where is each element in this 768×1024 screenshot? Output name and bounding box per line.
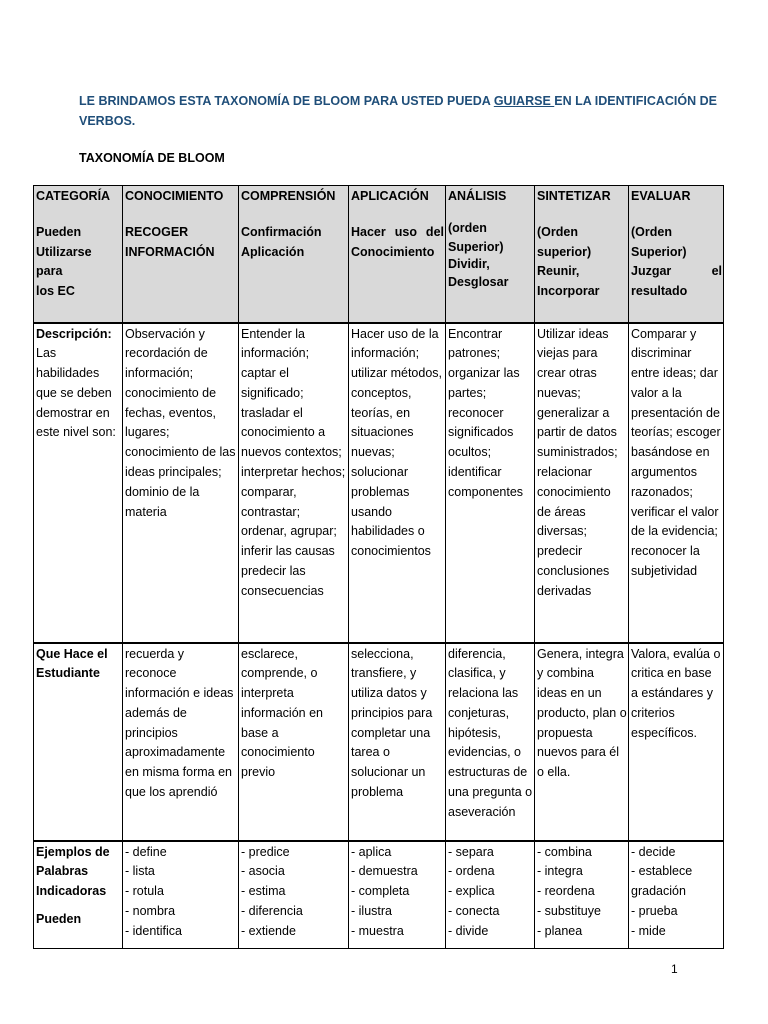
header-categoria-title: CATEGORÍA	[36, 189, 111, 203]
verb-item: - rotula	[125, 884, 164, 899]
header-evaluar-line: resultado	[631, 284, 688, 299]
ejemplos-sintetizar	[535, 841, 629, 949]
header-conocimiento-title: CONOCIMIENTO	[125, 189, 224, 203]
header-categoria-line: los EC	[36, 284, 75, 299]
header-analisis-line: Superior)	[448, 239, 504, 254]
header-conocimiento	[123, 186, 239, 323]
verb-item: - explica	[448, 884, 495, 899]
verb-item: - diferencia	[241, 903, 303, 918]
ejemplos-label	[34, 841, 123, 949]
ejemplos-row	[34, 841, 724, 949]
header-analisis-line: (orden	[448, 220, 487, 235]
bloom-taxonomy-table	[33, 185, 724, 949]
verb-item: - substituye	[537, 903, 601, 918]
verb-item: - conecta	[448, 903, 500, 918]
verb-item: - separa	[448, 844, 494, 859]
header-sintetizar	[535, 186, 629, 323]
verb-item: - prueba	[631, 903, 678, 918]
header-sintetizar-title: SINTETIZAR	[537, 189, 611, 203]
descripcion-row	[34, 323, 724, 643]
header-row	[34, 186, 724, 323]
intro-underlined-word: GUIARSE	[493, 94, 555, 108]
verb-item: - asocia	[241, 864, 285, 879]
que-hace-evaluar: Valora, evalúa o critica en base a estándares y criterios específicos.	[629, 643, 724, 841]
descripcion-evaluar: Comparar y discriminar entre ideas; dar valor a la presentación de teorías; escoger basándose en argumentos razonados; verificar el valor de la evidencia; reconocer la subjetividad	[629, 323, 724, 643]
verb-item: - muestra	[351, 923, 404, 938]
verb-item: - identifica	[125, 923, 182, 938]
que-hace-row	[34, 643, 724, 841]
ejemplos-conocimiento	[123, 841, 239, 949]
header-evaluar-line: Superior)	[631, 244, 687, 259]
header-sintetizar-line: (Orden	[537, 224, 578, 239]
header-categoria-line: Utilizarse para	[36, 244, 92, 279]
header-aplicacion-title: APLICACIÓN	[351, 189, 429, 203]
header-evaluar-line: Juzgar el	[631, 264, 722, 279]
header-evaluar	[629, 186, 724, 323]
que-hace-aplicacion: selecciona, transfiere, y utiliza datos y principios para completar una tarea o solucionar un problema	[349, 643, 446, 841]
ejemplos-analisis	[446, 841, 535, 949]
ejemplos-comprension	[239, 841, 349, 949]
verb-item: - completa	[351, 884, 410, 899]
ejemplos-evaluar	[629, 841, 724, 949]
que-hace-comprension: esclarece, comprende, o interpreta información en base a conocimiento previo	[239, 643, 349, 841]
header-categoria-line: Pueden	[36, 224, 82, 239]
header-aplicacion-line: Hacer uso del	[351, 224, 444, 239]
verb-item: - predice	[241, 844, 290, 859]
verb-item: - nombra	[125, 903, 176, 918]
verb-item: - ilustra	[351, 903, 392, 918]
header-sintetizar-line: Reunir,	[537, 264, 580, 279]
descripcion-label-cell	[34, 323, 123, 643]
header-conocimiento-line: INFORMACIÓN	[125, 244, 215, 259]
header-analisis-title: ANÁLISIS	[448, 189, 507, 203]
verb-item: - lista	[125, 864, 155, 879]
que-hace-analisis: diferencia, clasifica, y relaciona las conjeturas, hipótesis, evidencias, o estructuras de una pregunta o aseveración	[446, 643, 535, 841]
verb-item: - decide	[631, 844, 676, 859]
verb-item: - estima	[241, 884, 286, 899]
verb-item: - integra	[537, 864, 583, 879]
header-aplicacion	[349, 186, 446, 323]
ejemplos-label-text: Ejemplos de Palabras Indicadoras	[36, 844, 110, 899]
verb-item: - reordena	[537, 884, 595, 899]
header-aplicacion-line: Conocimiento	[351, 244, 435, 259]
header-analisis-line: Dividir,	[448, 256, 490, 271]
intro-text-end: EN LA IDENTIFICACIÓN DE VERBOS.	[79, 94, 717, 128]
descripcion-label-rest: Las habilidades que se deben demostrar en este nivel son:	[36, 346, 116, 440]
header-analisis-line: Desglosar	[448, 274, 509, 289]
verb-item: - establece gradación	[631, 864, 693, 899]
header-comprension-line: Confirmación	[241, 224, 322, 239]
descripcion-analisis: Encontrar patrones; organizar las partes; reconocer significados ocultos; identificar componentes	[446, 323, 535, 643]
verb-item: - planea	[537, 923, 583, 938]
verb-item: - extiende	[241, 923, 296, 938]
header-evaluar-line: (Orden	[631, 224, 672, 239]
verb-item: - divide	[448, 923, 489, 938]
verb-item: - combina	[537, 844, 592, 859]
header-sintetizar-line: Incorporar	[537, 284, 600, 299]
header-comprension-line: Aplicación	[241, 244, 305, 259]
header-categoria	[34, 186, 123, 323]
descripcion-label: Descripción:	[36, 326, 112, 341]
header-comprension-title: COMPRENSIÓN	[241, 189, 336, 203]
verb-item: - aplica	[351, 844, 392, 859]
que-hace-conocimiento: recuerda y reconoce información e ideas además de principios aproximadamente en misma forma en que los aprendió	[123, 643, 239, 841]
header-evaluar-title: EVALUAR	[631, 189, 691, 203]
que-hace-label-text: Que Hace el Estudiante	[36, 646, 108, 681]
verb-item: - mide	[631, 923, 666, 938]
descripcion-conocimiento: Observación y recordación de información; conocimiento de fechas, eventos, lugares; conocimiento de las ideas principales; dominio de la materia	[123, 323, 239, 643]
descripcion-aplicacion: Hacer uso de la información; utilizar métodos, conceptos, teorías, en situaciones nuevas; solucionar problemas usando habilidades o conocimientos	[349, 323, 446, 643]
verb-item: - demuestra	[351, 864, 418, 879]
header-conocimiento-line: RECOGER	[125, 224, 189, 239]
que-hace-label	[34, 643, 123, 841]
document-title: TAXONOMÍA DE BLOOM	[79, 151, 225, 165]
intro-text-start: LE BRINDAMOS ESTA TAXONOMÍA DE BLOOM PARA USTED PUEDA	[79, 94, 494, 108]
que-hace-sintetizar: Genera, integra y combina ideas en un producto, plan o propuesta nuevos para él o ella.	[535, 643, 629, 841]
verb-item: - ordena	[448, 864, 495, 879]
header-comprension	[239, 186, 349, 323]
ejemplos-label-pueden: Pueden	[36, 911, 82, 926]
descripcion-comprension: Entender la información; captar el significado; trasladar el conocimiento a nuevos contextos; interpretar hechos; comparar, contrastar; ordenar, agrupar; inferir las causas predecir las consecuencias	[239, 323, 349, 643]
ejemplos-aplicacion	[349, 841, 446, 949]
intro-text	[79, 91, 719, 131]
header-sintetizar-line: superior)	[537, 244, 592, 259]
verb-item: - define	[125, 844, 167, 859]
page-number: 1	[671, 962, 678, 976]
descripcion-sintetizar: Utilizar ideas viejas para crear otras nuevas; generalizar a partir de datos suministrados; relacionar conocimiento de áreas diversas; predecir conclusiones derivadas	[535, 323, 629, 643]
header-analisis	[446, 186, 535, 323]
